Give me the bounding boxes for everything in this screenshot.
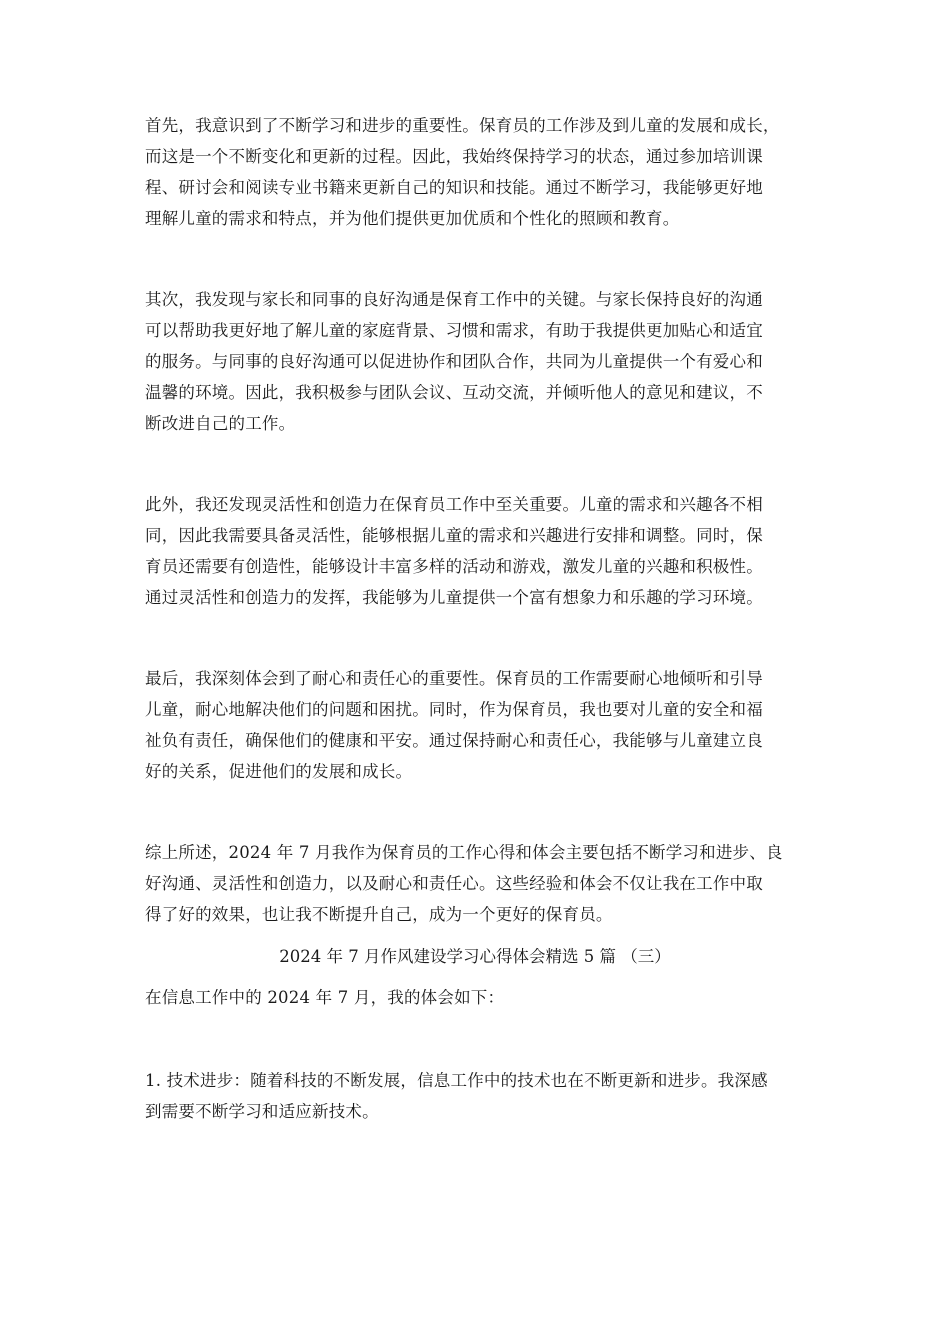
paragraph-line: 祉负有责任，确保他们的健康和平安。通过保持耐心和责任心，我能够与儿童建立良 xyxy=(145,731,763,750)
list-item-line: 到需要不断学习和适应新技术。 xyxy=(145,1102,379,1121)
intro-line: 在信息工作中的 2024 年 7 月，我的体会如下： xyxy=(145,988,505,1007)
paragraph-line: 首先，我意识到了不断学习和进步的重要性。保育员的工作涉及到儿童的发展和成长， xyxy=(145,116,780,135)
paragraph-line: 而这是一个不断变化和更新的过程。因此，我始终保持学习的状态，通过参加培训课 xyxy=(145,147,763,166)
paragraph-line: 程、研讨会和阅读专业书籍来更新自己的知识和技能。通过不断学习，我能够更好地 xyxy=(145,178,763,197)
paragraph-line: 理解儿童的需求和特点，并为他们提供更加优质和个性化的照顾和教育。 xyxy=(145,209,680,228)
paragraph-line: 儿童，耐心地解决他们的问题和困扰。同时，作为保育员，我也要对儿童的安全和福 xyxy=(145,700,763,719)
paragraph-line: 其次，我发现与家长和同事的良好沟通是保育工作中的关键。与家长保持良好的沟通 xyxy=(145,290,763,309)
paragraph-line: 可以帮助我更好地了解儿童的家庭背景、习惯和需求，有助于我提供更加贴心和适宜 xyxy=(145,321,763,340)
paragraph-line: 的服务。与同事的良好沟通可以促进协作和团队合作，共同为儿童提供一个有爱心和 xyxy=(145,352,763,371)
section-heading: 2024 年 7 月作风建设学习心得体会精选 5 篇 （三） xyxy=(279,947,671,966)
paragraph-line: 好沟通、灵活性和创造力，以及耐心和责任心。这些经验和体会不仅让我在工作中取 xyxy=(145,874,763,893)
paragraph-line: 最后，我深刻体会到了耐心和责任心的重要性。保育员的工作需要耐心地倾听和引导 xyxy=(145,669,763,688)
paragraph-line: 综上所述，2024 年 7 月我作为保育员的工作心得和体会主要包括不断学习和进步、良 xyxy=(145,843,783,862)
list-item-line: 1. 技术进步：随着科技的不断发展，信息工作中的技术也在不断更新和进步。我深感 xyxy=(145,1071,768,1090)
paragraph-line: 通过灵活性和创造力的发挥，我能够为儿童提供一个富有想象力和乐趣的学习环境。 xyxy=(145,588,763,607)
paragraph-line: 育员还需要有创造性，能够设计丰富多样的活动和游戏，激发儿童的兴趣和积极性。 xyxy=(145,557,763,576)
paragraph-line: 得了好的效果，也让我不断提升自己，成为一个更好的保育员。 xyxy=(145,905,613,924)
paragraph-line: 同，因此我需要具备灵活性，能够根据儿童的需求和兴趣进行安排和调整。同时，保 xyxy=(145,526,763,545)
paragraph-line: 好的关系，促进他们的发展和成长。 xyxy=(145,762,413,781)
paragraph-line: 此外，我还发现灵活性和创造力在保育员工作中至关重要。儿童的需求和兴趣各不相 xyxy=(145,495,763,514)
paragraph-line: 温馨的环境。因此，我积极参与团队会议、互动交流，并倾听他人的意见和建议，不 xyxy=(145,383,763,402)
paragraph-line: 断改进自己的工作。 xyxy=(145,414,296,433)
